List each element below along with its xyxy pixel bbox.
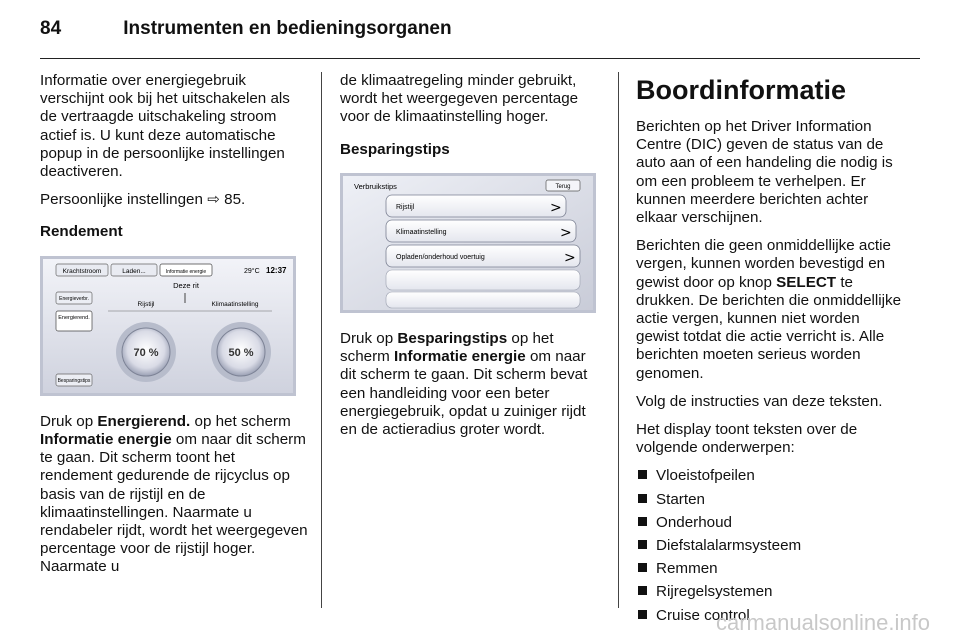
tips-screen: [340, 173, 596, 313]
watermark: carmanualsonline.info: [715, 610, 930, 635]
back-label: Terug: [555, 183, 571, 190]
chevron-right-icon: >: [550, 199, 562, 216]
bold-term: Besparingstips: [397, 330, 508, 348]
bold-term: Informatie energie: [40, 431, 172, 449]
bullet-icon: [638, 563, 647, 572]
text-run: Druk op: [340, 330, 394, 348]
topic-list: [636, 467, 904, 624]
text-run: Berichten die geen onmiddellijke actie vergen, kunnen worden bevestigd en gewist door op knop: [636, 237, 891, 291]
menu-item-label: Rijstijl: [396, 203, 415, 211]
section-heading: Besparingstips: [340, 140, 450, 158]
text-run: om naar dit scherm te gaan. Dit scherm toont het rendement gedurende de rijcyclus op basis van de rijstijl en de klimaatinstellingen. Naarmate u rendabeler rijdt, wordt het weergegeven percentage voor de rijstijl hoger. Naarmate u: [40, 431, 308, 576]
column-divider: [321, 72, 322, 608]
paragraph: [636, 237, 904, 383]
tab-label: Informatie energie: [165, 268, 207, 275]
chevron-right-icon: >: [560, 224, 572, 241]
screen-title: Deze rit: [173, 280, 199, 290]
menu-item[interactable]: [386, 245, 580, 267]
bullet-icon: [638, 494, 647, 503]
button-label: Energierend.: [58, 314, 90, 321]
bullet-icon: [638, 540, 647, 549]
text-run: op het scherm: [194, 412, 291, 430]
text-run: om naar dit scherm te gaan. Dit scherm bevat een handleiding voor een beter energiegebruik, opdat u zuiniger rijdt en de actieradius groter wordt.: [340, 348, 588, 439]
paragraph: [40, 413, 308, 577]
list-item: [636, 491, 904, 509]
list-item-label: Rijregelsystemen: [656, 583, 773, 601]
column-1: [40, 72, 308, 587]
button-label: Besparingstips: [57, 377, 91, 384]
bullet-icon: [638, 517, 647, 526]
list-item-label: Vloeistofpeilen: [656, 467, 755, 485]
text-run: op het scherm: [340, 330, 554, 366]
page-number: 84: [40, 18, 62, 39]
menu-item-empty: [386, 292, 580, 308]
bold-term: Energierend.: [97, 412, 191, 430]
text-run: Druk op: [40, 412, 94, 430]
tips-screen-figure: [340, 173, 602, 318]
gauge-label-rijstijl: Rijstijl: [137, 300, 155, 308]
section-title: Boordinformatie: [636, 75, 847, 105]
menu-item-empty: [386, 270, 580, 290]
bold-term: Informatie energie: [394, 348, 526, 366]
list-item-label: Onderhoud: [656, 513, 732, 531]
gauge-value: 70 %: [133, 346, 159, 359]
button-label: Energieverbr.: [59, 295, 89, 302]
tab-label: Laden...: [122, 267, 146, 275]
paragraph: Volg de instructies van deze teksten.: [636, 392, 883, 410]
gauge-rijstijl: [116, 322, 176, 382]
paragraph: de klimaatregeling minder gebruikt, wordt het weergegeven percentage voor de klimaatinstelling hoger.: [340, 72, 579, 126]
list-item-label: Remmen: [656, 560, 718, 578]
paragraph: [40, 191, 308, 209]
list-item: [636, 537, 904, 555]
chapter-title: Instrumenten en bedieningsorganen: [123, 18, 452, 39]
tab-label: Krachtstroom: [62, 267, 102, 275]
list-item: [636, 467, 904, 485]
bullet-icon: [638, 586, 647, 595]
gauge-label-klimaat: Klimaatinstelling: [211, 300, 259, 308]
cross-ref-page[interactable]: 85.: [224, 191, 246, 209]
screen-title: Verbruikstips: [354, 181, 397, 191]
paragraph: Berichten op het Driver Information Centre (DIC) geven de status van de auto aan of een handeling die nodig is om een probleem te verhelpen. Er kunnen meerdere berichten achter elkaar verschijnen.: [636, 118, 893, 227]
section-heading: Rendement: [40, 223, 123, 241]
column-2: [340, 72, 602, 449]
paragraph: Het display toont teksten over de volgende onderwerpen:: [636, 421, 858, 457]
cross-ref-text: Persoonlijke instellingen: [40, 191, 203, 209]
menu-item[interactable]: [386, 220, 576, 242]
column-3: [636, 72, 904, 630]
clock: 12:37: [266, 265, 287, 275]
efficiency-screen-figure: [40, 256, 308, 401]
chevron-right-icon: >: [564, 249, 576, 266]
menu-item[interactable]: [386, 195, 566, 217]
paragraph: [340, 330, 602, 439]
menu-item-label: Klimaatinstelling: [396, 228, 447, 236]
list-item-label: Starten: [656, 490, 705, 508]
page-header: [40, 18, 452, 40]
bullet-icon: [638, 610, 647, 619]
list-item: [636, 560, 904, 578]
list-item: [636, 514, 904, 532]
column-divider: [618, 72, 619, 608]
text-run: te drukken. De berichten die onmiddellijke actie vergen, kunnen niet worden gewist totdat die actie verricht is. Alle berichten moeten serieus worden genomen.: [636, 273, 902, 382]
list-item-label: Diefstalalarmsysteem: [656, 537, 802, 555]
paragraph: Informatie over energiegebruik verschijnt ook bij het uitschakelen als de vertraagde uitschakeling stroom actief is. U kunt deze automatische popup in de persoonlijke instellingen deactiveren.: [40, 72, 290, 181]
efficiency-screen: [40, 256, 296, 396]
button-energierend[interactable]: [56, 311, 92, 331]
gauge-value: 50 %: [228, 346, 254, 359]
bullet-icon: [638, 470, 647, 479]
menu-item-label: Opladen/onderhoud voertuig: [396, 253, 485, 261]
gauge-klimaatinstelling: [211, 322, 271, 382]
temperature: 29°C: [244, 267, 260, 275]
list-item-label: Cruise control: [656, 606, 750, 624]
list-item: [636, 583, 904, 601]
bold-term: SELECT: [776, 273, 837, 291]
arrow-icon: ⇨: [207, 191, 220, 209]
header-rule: [40, 58, 920, 59]
